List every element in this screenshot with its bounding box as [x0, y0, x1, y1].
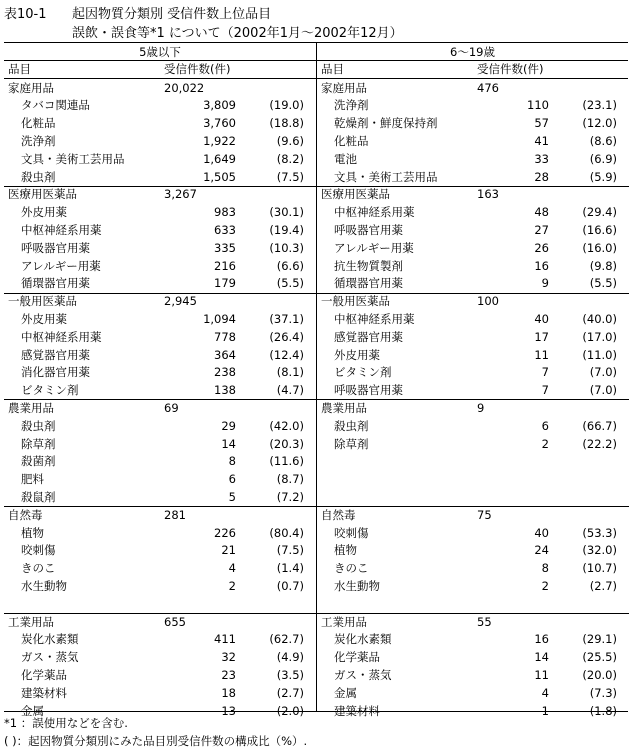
item-row	[317, 275, 629, 293]
item-row	[317, 667, 629, 685]
item-row	[4, 471, 316, 489]
item-count: 1,649	[203, 151, 236, 166]
item-count: 216	[214, 258, 236, 273]
item-percent: (6.9)	[589, 151, 617, 166]
item-name: 洗浄剤	[334, 98, 369, 113]
item-name: 循環器官用薬	[21, 276, 90, 291]
item-count: 17	[534, 329, 549, 344]
item-count: 4	[228, 561, 236, 576]
item-name: 化粧品	[21, 116, 56, 131]
category-name: 工業用品	[8, 614, 54, 629]
item-count: 983	[214, 205, 236, 220]
category-total: 476	[477, 80, 499, 95]
category-name: 家庭用品	[8, 80, 54, 95]
item-percent: (5.5)	[589, 276, 617, 291]
item-count: 5	[228, 489, 236, 504]
item-percent: (0.7)	[276, 578, 304, 593]
item-name: 文具・美術工芸用品	[334, 169, 438, 184]
item-count: 138	[214, 383, 236, 398]
category-total: 75	[477, 507, 492, 522]
item-name: 殺虫剤	[334, 418, 369, 433]
item-row	[4, 151, 316, 169]
item-row	[4, 240, 316, 258]
item-row	[317, 364, 629, 382]
item-row	[4, 364, 316, 382]
item-count: 4	[541, 685, 549, 700]
item-percent: (8.7)	[276, 472, 304, 487]
item-count: 110	[527, 98, 549, 113]
item-percent: (7.0)	[589, 365, 617, 380]
item-percent: (12.0)	[582, 116, 617, 131]
item-name: 中枢神経系用薬	[334, 311, 415, 326]
item-row	[317, 133, 629, 151]
item-percent: (80.4)	[269, 525, 304, 540]
item-count: 23	[221, 667, 236, 682]
item-percent: (6.6)	[276, 258, 304, 273]
item-percent: (42.0)	[269, 418, 304, 433]
item-row	[317, 169, 629, 187]
item-row	[4, 258, 316, 276]
item-name: 中枢神経系用薬	[21, 329, 102, 344]
footnote-1: *1 ：誤使用などを含む.	[4, 716, 128, 730]
item-row	[317, 436, 629, 454]
item-name: ビタミン剤	[21, 383, 79, 398]
item-count: 1,094	[203, 311, 236, 326]
item-count: 57	[534, 116, 549, 131]
item-row	[4, 578, 316, 596]
item-name: 金属	[21, 703, 44, 718]
item-percent: (17.0)	[582, 329, 617, 344]
item-name: 肥料	[21, 472, 44, 487]
category-name: 工業用品	[321, 614, 367, 629]
item-count: 6	[541, 418, 549, 433]
item-percent: (30.1)	[269, 205, 304, 220]
item-name: ビタミン剤	[334, 365, 392, 380]
item-row	[317, 685, 629, 703]
item-row	[4, 631, 316, 649]
item-name: 殺菌剤	[21, 454, 56, 469]
item-name: 殺虫剤	[21, 418, 56, 433]
item-name: 咬刺傷	[334, 525, 369, 540]
item-percent: (19.4)	[269, 222, 304, 237]
item-count: 7	[541, 365, 549, 380]
item-count: 16	[534, 258, 549, 273]
category-total: 655	[164, 614, 186, 629]
item-row	[4, 347, 316, 365]
item-row	[4, 489, 316, 507]
item-percent: (10.3)	[269, 240, 304, 255]
item-percent: (11.6)	[269, 454, 304, 469]
item-percent: (9.8)	[589, 258, 617, 273]
item-name: 水生動物	[21, 578, 67, 593]
category-total: 100	[477, 294, 499, 309]
category-row	[317, 80, 629, 98]
item-name: 抗生物質製剤	[334, 258, 403, 273]
item-row	[317, 240, 629, 258]
item-count: 41	[534, 133, 549, 148]
item-row	[4, 204, 316, 222]
item-count: 21	[221, 543, 236, 558]
category-row	[317, 507, 629, 525]
item-name: 化学薬品	[334, 650, 380, 665]
item-count: 364	[214, 347, 236, 362]
table-subtitle: 誤飲・誤食等*1 について（2002年1月～2002年12月）	[72, 26, 403, 41]
footnote-2: ( )：起因物質分類別にみた品目別受信件数の構成比（%）.	[4, 734, 308, 748]
category-name: 医療用医薬品	[8, 187, 77, 202]
item-count: 13	[221, 703, 236, 718]
category-name: 農業用品	[321, 400, 367, 415]
category-name: 一般用医薬品	[8, 294, 77, 309]
item-count: 226	[214, 525, 236, 540]
item-percent: (8.6)	[589, 133, 617, 148]
item-name: 殺鼠剤	[21, 489, 56, 504]
category-total: 2,945	[164, 294, 197, 309]
item-percent: (22.2)	[582, 436, 617, 451]
item-count: 3,760	[203, 116, 236, 131]
item-count: 32	[221, 650, 236, 665]
item-count: 238	[214, 365, 236, 380]
item-count: 28	[534, 169, 549, 184]
item-count: 29	[221, 418, 236, 433]
item-name: 化粧品	[334, 133, 369, 148]
item-count: 40	[534, 311, 549, 326]
item-row	[4, 97, 316, 115]
item-row	[317, 578, 629, 596]
item-name: 外皮用薬	[21, 311, 67, 326]
item-count: 633	[214, 222, 236, 237]
item-percent: (12.4)	[269, 347, 304, 362]
category-row	[4, 186, 316, 204]
item-percent: (1.4)	[276, 561, 304, 576]
data-table	[4, 42, 628, 718]
item-percent: (53.3)	[582, 525, 617, 540]
item-name: 金属	[334, 685, 357, 700]
item-name: 建築材料	[334, 703, 380, 718]
category-row	[317, 400, 629, 418]
item-percent: (9.6)	[276, 133, 304, 148]
item-count: 24	[534, 543, 549, 558]
item-name: 炭化水素類	[21, 632, 79, 647]
table-title	[4, 3, 271, 22]
item-count: 27	[534, 222, 549, 237]
item-name: 呼吸器官用薬	[21, 240, 90, 255]
item-name: きのこ	[334, 561, 369, 576]
item-percent: (7.0)	[589, 383, 617, 398]
item-row	[317, 649, 629, 667]
item-percent: (11.0)	[582, 347, 617, 362]
item-row	[4, 685, 316, 703]
item-count: 14	[221, 436, 236, 451]
item-count: 1	[541, 703, 549, 718]
item-count: 14	[534, 650, 549, 665]
item-row	[4, 560, 316, 578]
item-count: 411	[214, 632, 236, 647]
item-percent: (20.0)	[582, 667, 617, 682]
category-total: 69	[164, 400, 179, 415]
category-total: 55	[477, 614, 492, 629]
item-row	[4, 275, 316, 293]
category-total: 163	[477, 187, 499, 202]
item-row	[4, 418, 316, 436]
item-count: 3,809	[203, 98, 236, 113]
category-name: 家庭用品	[321, 80, 367, 95]
item-row	[317, 115, 629, 133]
item-row	[4, 133, 316, 151]
item-row	[317, 525, 629, 543]
category-name: 農業用品	[8, 400, 54, 415]
item-percent: (3.5)	[276, 667, 304, 682]
item-percent: (62.7)	[269, 632, 304, 647]
item-percent: (2.0)	[276, 703, 304, 718]
category-row	[4, 614, 316, 632]
item-name: 水生動物	[334, 578, 380, 593]
item-count: 16	[534, 632, 549, 647]
category-total: 3,267	[164, 187, 197, 202]
item-percent: (8.1)	[276, 365, 304, 380]
item-percent: (19.0)	[269, 98, 304, 113]
category-name: 医療用医薬品	[321, 187, 390, 202]
item-name: 植物	[21, 525, 44, 540]
item-percent: (4.7)	[276, 383, 304, 398]
item-row	[317, 97, 629, 115]
item-row	[4, 667, 316, 685]
item-count: 33	[534, 151, 549, 166]
item-percent: (32.0)	[582, 543, 617, 558]
item-percent: (5.5)	[276, 276, 304, 291]
item-count: 9	[541, 276, 549, 291]
item-name: きのこ	[21, 561, 56, 576]
item-percent: (16.6)	[582, 222, 617, 237]
item-name: 感覚器官用薬	[21, 347, 90, 362]
item-count: 1,505	[203, 169, 236, 184]
item-percent: (37.1)	[269, 311, 304, 326]
item-count: 6	[228, 472, 236, 487]
item-count: 8	[541, 561, 549, 576]
item-row	[4, 436, 316, 454]
item-row	[4, 115, 316, 133]
item-row	[4, 169, 316, 187]
item-name: 消化器官用薬	[21, 365, 90, 380]
item-name: 洗浄剤	[21, 133, 56, 148]
item-count: 1,922	[203, 133, 236, 148]
item-percent: (66.7)	[582, 418, 617, 433]
item-row	[317, 418, 629, 436]
item-count: 8	[228, 454, 236, 469]
item-count: 26	[534, 240, 549, 255]
item-name: 除草剤	[334, 436, 369, 451]
item-percent: (2.7)	[589, 578, 617, 593]
group-header-0-5: 5歳以下	[139, 45, 181, 59]
item-name: 化学薬品	[21, 667, 67, 682]
category-total: 281	[164, 507, 186, 522]
item-percent: (7.5)	[276, 543, 304, 558]
item-percent: (18.8)	[269, 116, 304, 131]
item-percent: (8.2)	[276, 151, 304, 166]
item-row	[317, 204, 629, 222]
item-percent: (29.4)	[582, 205, 617, 220]
item-name: アレルギー用薬	[21, 258, 101, 273]
item-name: 中枢神経系用薬	[334, 205, 415, 220]
item-name: 建築材料	[21, 685, 67, 700]
item-name: 外皮用薬	[21, 205, 67, 220]
table-title-text: 起因物質分類別 受信件数上位品目	[72, 7, 272, 22]
column-header-count: 受信件数(件)	[477, 62, 544, 76]
item-name: タバコ関連品	[21, 98, 90, 113]
category-row	[317, 186, 629, 204]
category-name: 一般用医薬品	[321, 294, 390, 309]
category-total: 9	[477, 400, 485, 415]
item-count: 7	[541, 383, 549, 398]
item-count: 48	[534, 205, 549, 220]
item-name: 炭化水素類	[334, 632, 392, 647]
item-percent: (16.0)	[582, 240, 617, 255]
item-name: 除草剤	[21, 436, 56, 451]
item-row	[4, 453, 316, 471]
item-name: アレルギー用薬	[334, 240, 414, 255]
item-row	[317, 382, 629, 400]
item-percent: (25.5)	[582, 650, 617, 665]
item-percent: (29.1)	[582, 632, 617, 647]
item-count: 2	[541, 436, 549, 451]
item-percent: (4.9)	[276, 650, 304, 665]
category-total: 20,022	[164, 80, 205, 95]
item-percent: (7.2)	[276, 489, 304, 504]
item-name: 殺虫剤	[21, 169, 56, 184]
category-row	[4, 293, 316, 311]
item-count: 335	[214, 240, 236, 255]
item-row	[317, 151, 629, 169]
item-count: 778	[214, 329, 236, 344]
item-row	[317, 258, 629, 276]
item-count: 2	[541, 578, 549, 593]
group-column-6-19	[317, 43, 629, 718]
item-row	[317, 631, 629, 649]
item-count: 11	[534, 347, 549, 362]
item-count: 18	[221, 685, 236, 700]
item-row	[317, 560, 629, 578]
item-percent: (7.5)	[276, 169, 304, 184]
item-percent: (20.3)	[269, 436, 304, 451]
item-name: 咬刺傷	[21, 543, 56, 558]
item-percent: (7.3)	[589, 685, 617, 700]
item-row	[4, 649, 316, 667]
item-name: 感覚器官用薬	[334, 329, 403, 344]
item-percent: (5.9)	[589, 169, 617, 184]
item-count: 40	[534, 525, 549, 540]
item-percent: (23.1)	[582, 98, 617, 113]
item-percent: (40.0)	[582, 311, 617, 326]
item-name: 植物	[334, 543, 357, 558]
item-row	[317, 542, 629, 560]
category-row	[4, 80, 316, 98]
group-column-0-5	[4, 43, 316, 718]
item-row	[317, 329, 629, 347]
item-name: 中枢神経系用薬	[21, 222, 102, 237]
category-name: 自然毒	[321, 507, 356, 522]
item-row	[4, 222, 316, 240]
item-name: ガス・蒸気	[21, 650, 79, 665]
category-row	[4, 400, 316, 418]
table-number: 表10-1	[4, 7, 47, 22]
group-header-6-19: 6～19歳	[450, 45, 495, 59]
item-count: 2	[228, 578, 236, 593]
item-percent: (10.7)	[582, 561, 617, 576]
category-row	[4, 507, 316, 525]
item-row	[4, 382, 316, 400]
item-count: 11	[534, 667, 549, 682]
item-percent: (1.8)	[589, 703, 617, 718]
column-header-count: 受信件数(件)	[164, 62, 231, 76]
item-row	[4, 329, 316, 347]
column-header-item: 品目	[8, 62, 31, 76]
item-row	[4, 525, 316, 543]
category-name: 自然毒	[8, 507, 43, 522]
item-name: 循環器官用薬	[334, 276, 403, 291]
column-header-item: 品目	[321, 62, 344, 76]
item-row	[317, 703, 629, 721]
item-name: 外皮用薬	[334, 347, 380, 362]
item-row	[4, 542, 316, 560]
item-row	[317, 222, 629, 240]
item-count: 179	[214, 276, 236, 291]
item-row	[317, 311, 629, 329]
item-name: ガス・蒸気	[334, 667, 392, 682]
category-row	[317, 293, 629, 311]
item-name: 呼吸器官用薬	[334, 222, 403, 237]
item-name: 電池	[334, 151, 357, 166]
item-name: 呼吸器官用薬	[334, 383, 403, 398]
item-name: 文具・美術工芸用品	[21, 151, 125, 166]
category-row	[317, 614, 629, 632]
item-percent: (2.7)	[276, 685, 304, 700]
item-percent: (26.4)	[269, 329, 304, 344]
item-name: 乾燥剤・鮮度保持剤	[334, 116, 438, 131]
footnotes	[4, 714, 307, 750]
item-row	[4, 311, 316, 329]
item-row	[317, 347, 629, 365]
